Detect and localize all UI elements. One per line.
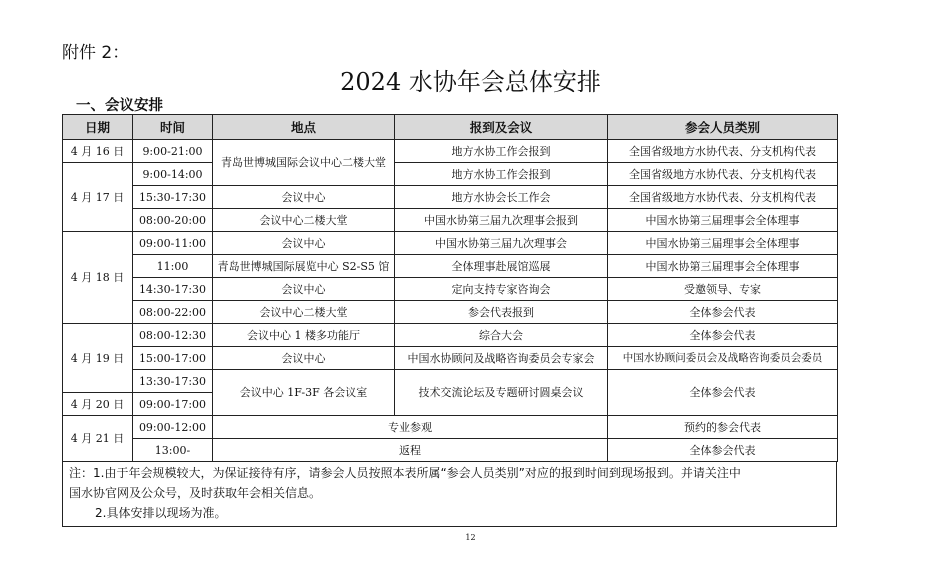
time-cell: 9:00-14:00 <box>133 163 213 186</box>
attendees-cell: 中国水协第三届理事会全体理事 <box>608 255 838 278</box>
time-cell: 9:00-21:00 <box>133 140 213 163</box>
venue-cell: 会议中心 <box>213 278 395 301</box>
schedule-table <box>62 114 838 462</box>
venue-cell: 会议中心 1F-3F 各会议室 <box>213 370 395 416</box>
header-venue: 地点 <box>213 115 395 140</box>
venue-cell: 会议中心二楼大堂 <box>213 209 395 232</box>
event-cell: 全体理事赴展馆巡展 <box>395 255 608 278</box>
attendees-cell: 全体参会代表 <box>608 439 838 462</box>
attendees-cell: 预约的参会代表 <box>608 416 838 439</box>
event-cell: 定向支持专家咨询会 <box>395 278 608 301</box>
attendees-cell: 全国省级地方水协代表、分支机构代表 <box>608 186 838 209</box>
time-cell: 09:00-12:00 <box>133 416 213 439</box>
date-cell: 4 月 19 日 <box>63 324 133 393</box>
event-cell: 中国水协顾问及战略咨询委员会专家会 <box>395 347 608 370</box>
event-cell: 地方水协工作会报到 <box>395 163 608 186</box>
date-cell: 4 月 17 日 <box>63 163 133 232</box>
table-row <box>63 140 838 163</box>
event-cell: 返程 <box>213 439 608 462</box>
venue-cell: 会议中心 1 楼多功能厅 <box>213 324 395 347</box>
event-cell: 中国水协第三届九次理事会 <box>395 232 608 255</box>
attendees-cell: 中国水协第三届理事会全体理事 <box>608 209 838 232</box>
date-cell: 4 月 20 日 <box>63 393 133 416</box>
time-cell: 13:00- <box>133 439 213 462</box>
venue-cell: 青岛世博城国际展览中心 S2-S5 馆 <box>213 255 395 278</box>
attendees-cell: 全国省级地方水协代表、分支机构代表 <box>608 140 838 163</box>
attendees-cell: 全体参会代表 <box>608 301 838 324</box>
table-row <box>63 278 838 301</box>
table-row <box>63 347 838 370</box>
note-line-3: 2.具体安排以现场为准。 <box>95 506 227 520</box>
page-title: 2024 水协年会总体安排 <box>340 68 601 96</box>
event-cell: 中国水协第三届九次理事会报到 <box>395 209 608 232</box>
time-cell: 15:30-17:30 <box>133 186 213 209</box>
table-row <box>63 370 838 393</box>
table-row <box>63 439 838 462</box>
note-line-2: 国水协官网及公众号，及时获取年会相关信息。 <box>69 486 322 500</box>
date-cell: 4 月 21 日 <box>63 416 133 462</box>
time-cell: 08:00-20:00 <box>133 209 213 232</box>
table-row <box>63 416 838 439</box>
venue-cell: 会议中心 <box>213 347 395 370</box>
table-header-row <box>63 115 838 140</box>
attachment-label: 附件 2： <box>62 43 130 63</box>
header-event: 报到及会议 <box>395 115 608 140</box>
table-row <box>63 232 838 255</box>
header-time: 时间 <box>133 115 213 140</box>
event-cell: 专业参观 <box>213 416 608 439</box>
note-line-1: 注：1.由于年会规模较大，为保证接待有序，请参会人员按照本表所属“参会人员类别”对应的报到时间到现场报到。并请关注中 <box>69 466 741 480</box>
event-cell: 技术交流论坛及专题研讨圆桌会议 <box>395 370 608 416</box>
page-number: 12 <box>465 533 476 542</box>
venue-cell: 青岛世博城国际会议中心二楼大堂 <box>213 140 395 186</box>
event-cell: 地方水协工作会报到 <box>395 140 608 163</box>
date-cell: 4 月 16 日 <box>63 140 133 163</box>
attendees-cell: 全体参会代表 <box>608 324 838 347</box>
table-row <box>63 209 838 232</box>
table-row <box>63 255 838 278</box>
event-cell: 综合大会 <box>395 324 608 347</box>
time-cell: 08:00-12:30 <box>133 324 213 347</box>
header-attendees: 参会人员类别 <box>608 115 838 140</box>
event-cell: 地方水协会长工作会 <box>395 186 608 209</box>
time-cell: 14:30-17:30 <box>133 278 213 301</box>
venue-cell: 会议中心 <box>213 186 395 209</box>
venue-cell: 会议中心 <box>213 232 395 255</box>
time-cell: 09:00-17:00 <box>133 393 213 416</box>
header-date: 日期 <box>63 115 133 140</box>
attendees-cell: 受邀领导、专家 <box>608 278 838 301</box>
time-cell: 08:00-22:00 <box>133 301 213 324</box>
table-row <box>63 324 838 347</box>
table-row <box>63 163 838 186</box>
attendees-cell: 中国水协顾问委员会及战略咨询委员会委员 <box>608 347 838 370</box>
section-heading: 一、会议安排 <box>76 98 163 114</box>
time-cell: 13:30-17:30 <box>133 370 213 393</box>
attendees-cell: 中国水协第三届理事会全体理事 <box>608 232 838 255</box>
time-cell: 11:00 <box>133 255 213 278</box>
date-cell: 4 月 18 日 <box>63 232 133 324</box>
table-row <box>63 301 838 324</box>
notes-box <box>62 461 837 527</box>
attendees-cell: 全国省级地方水协代表、分支机构代表 <box>608 163 838 186</box>
venue-cell: 会议中心二楼大堂 <box>213 301 395 324</box>
time-cell: 09:00-11:00 <box>133 232 213 255</box>
event-cell: 参会代表报到 <box>395 301 608 324</box>
time-cell: 15:00-17:00 <box>133 347 213 370</box>
table-row <box>63 186 838 209</box>
attendees-cell: 全体参会代表 <box>608 370 838 416</box>
